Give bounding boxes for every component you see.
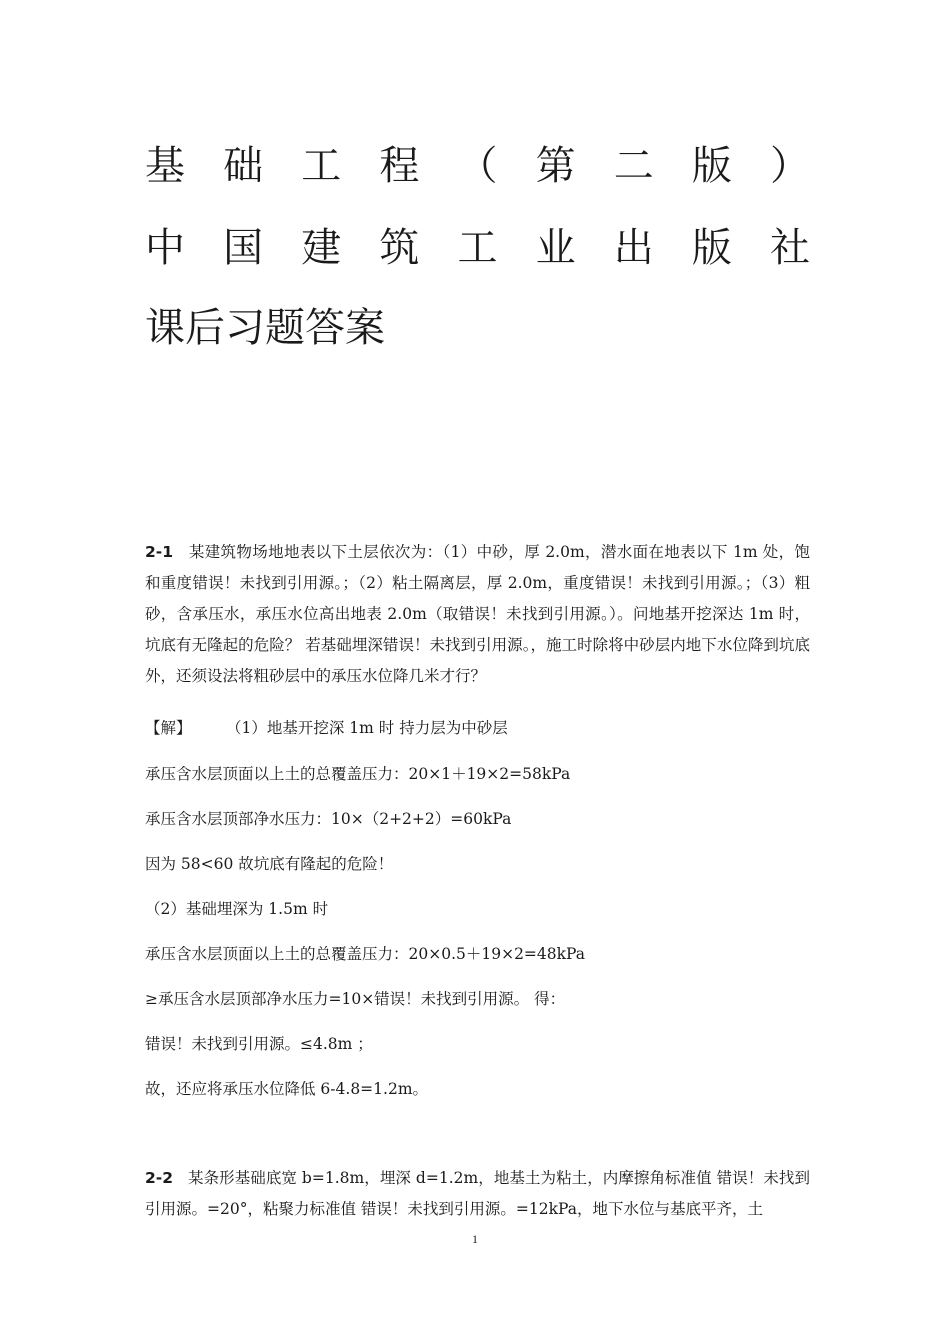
problem-2-1-statement [145,537,810,692]
title-char: ） [770,143,810,189]
title-char: 社 [770,225,810,271]
title-char: 程 [379,143,420,189]
title-char: 础 [223,143,264,189]
solution-line-3: 承压含水层顶部净水压力：10×（2+2+2）=60kPa [145,810,512,828]
solution-label: 【解】 [145,719,192,737]
title-char: 工 [457,225,498,271]
title-char: 中 [145,225,185,271]
title-line-2 [145,224,810,272]
problem-number: 2-1 [145,543,174,561]
solution-step: （1）地基开挖深 1m 时 持力层为中砂层 [226,719,508,737]
solution-line-9: 故，还应将承压水位降低 6-4.8=1.2m。 [145,1080,429,1098]
title-char: 第 [535,143,576,189]
title-char: 业 [535,225,576,271]
title-char: 筑 [379,225,420,271]
solution-line-1 [145,713,810,744]
title-line-3: 课后习题答案 [145,305,385,351]
problem-number: 2-2 [145,1169,174,1187]
title-char: 基 [145,143,185,189]
problem-text: 某建筑物场地地表以下土层依次为：（1）中砂，厚 2.0m，潜水面在地表以下 1m 处，饱和重度错误！未找到引用源。；（2）粘土隔离层，厚 2.0m，重度错误！未找到引用源。；（3）粗砂，含承压水，承压水位高出地表 2.0m（取错误！未找到引用源。）。问地基开挖深达 1m 时，坑底有无隆起的危险？ 若基础埋深错误！未找到引用源。，施工时除将中砂层内地下水位降到坑底外，还须设法将粗砂层中的承压水位降几米才行？ [145,543,810,685]
title-char: 版 [691,225,732,271]
page-number: 1 [472,1232,478,1246]
solution-line-2: 承压含水层顶面以上土的总覆盖压力：20×1＋19×2=58kPa [145,765,571,783]
solution-line-5: （2）基础埋深为 1.5m 时 [145,900,329,918]
title-line-1 [145,142,810,190]
title-char: 版 [691,143,732,189]
solution-line-4: 因为 58<60 故坑底有隆起的危险！ [145,855,394,873]
solution-line-7: ≥承压含水层顶部净水压力=10×错误！未找到引用源。 得： [145,990,566,1008]
problem-2-2-statement [145,1163,810,1225]
title-char: （ [457,143,498,189]
title-char: 国 [223,225,264,271]
title-char: 建 [301,225,342,271]
title-char: 二 [613,143,654,189]
solution-line-6: 承压含水层顶面以上土的总覆盖压力：20×0.5＋19×2=48kPa [145,945,586,963]
problem-text: 某条形基础底宽 b=1.8m，埋深 d=1.2m，地基土为粘土，内摩擦角标准值 错误！未找到引用源。=20°，粘聚力标准值 错误！未找到引用源。=12kPa，地下水位与基底平齐，土 [145,1169,810,1218]
solution-line-8: 错误！未找到引用源。≤4.8m ； [145,1035,373,1053]
title-char: 出 [613,225,654,271]
title-char: 工 [301,143,342,189]
